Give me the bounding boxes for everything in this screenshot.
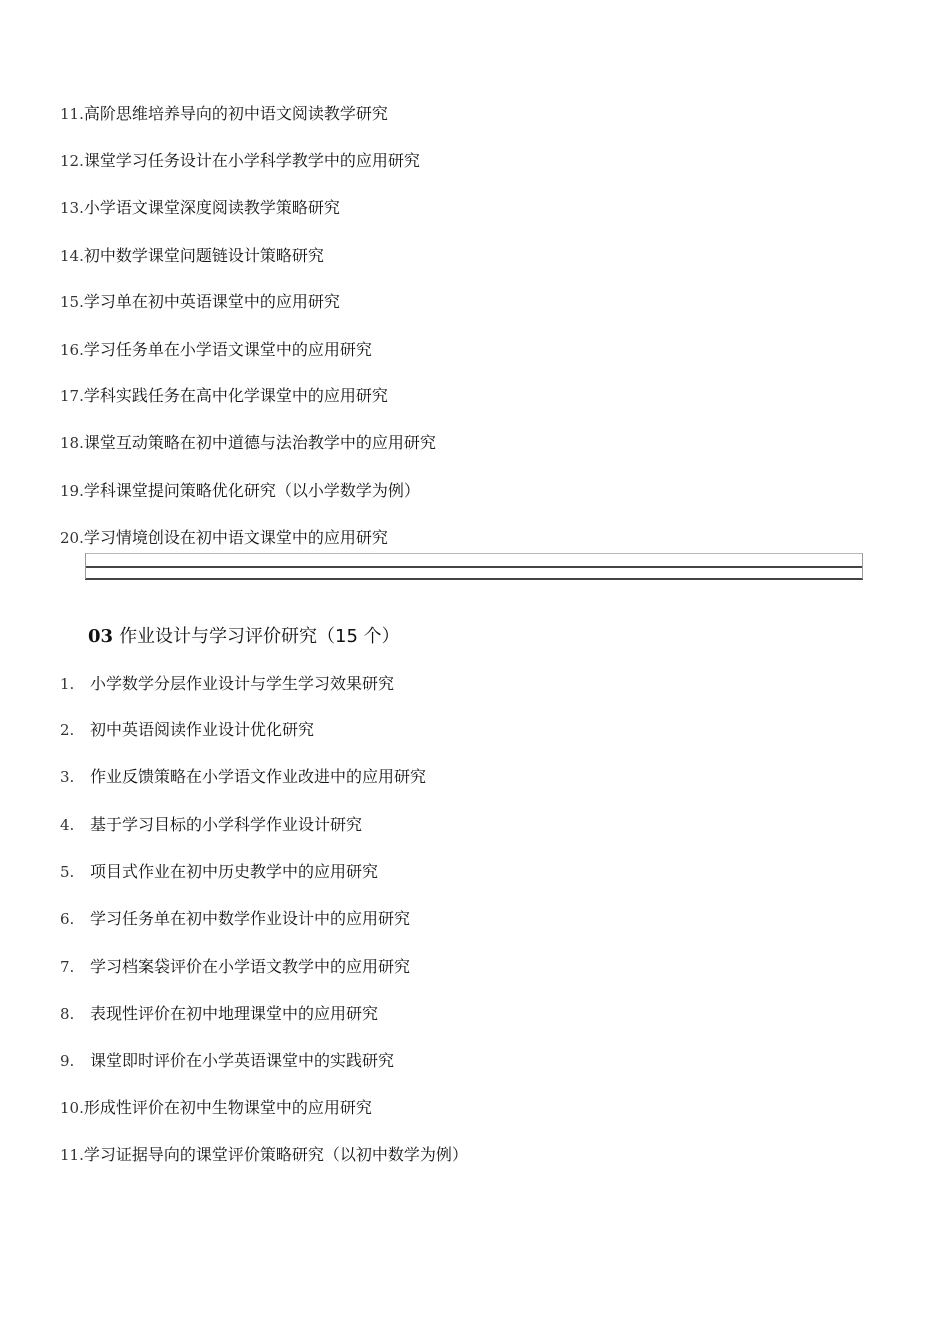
- item-text: 学科实践任务在高中化学课堂中的应用研究: [83, 386, 388, 405]
- list-item: [60, 957, 410, 977]
- list-item: [60, 1004, 378, 1024]
- list-item: [60, 386, 388, 406]
- empty-table: [85, 553, 863, 579]
- item-number: 6.: [60, 910, 75, 928]
- list-item: [60, 528, 388, 548]
- item-number: 5.: [60, 863, 75, 881]
- item-text: 学习档案袋评价在小学语文教学中的应用研究: [90, 957, 411, 976]
- list-item: [60, 674, 394, 694]
- item-number: 1.: [60, 675, 75, 693]
- item-text: 形成性评价在初中生物课堂中的应用研究: [83, 1098, 372, 1117]
- item-number: 18.: [60, 434, 84, 452]
- item-number: 19.: [60, 482, 84, 500]
- list-item: [60, 292, 340, 312]
- item-number: 7.: [60, 958, 75, 976]
- table-rule: [85, 566, 863, 568]
- item-number: 13.: [60, 199, 84, 217]
- item-number: 4.: [60, 816, 75, 834]
- list-item: [60, 151, 420, 171]
- table-rule: [85, 553, 863, 554]
- item-text: 课堂互动策略在初中道德与法治教学中的应用研究: [83, 433, 436, 452]
- item-number: 11.: [60, 105, 84, 123]
- table-rule: [85, 578, 863, 580]
- item-text: 项目式作业在初中历史教学中的应用研究: [90, 862, 379, 881]
- list-item: [60, 720, 314, 740]
- item-text: 基于学习目标的小学科学作业设计研究: [90, 815, 363, 834]
- list-item: [60, 909, 410, 929]
- item-number: 20.: [60, 529, 84, 547]
- item-number: 10.: [60, 1099, 84, 1117]
- list-item: [60, 246, 324, 266]
- item-text: 学习情境创设在初中语文课堂中的应用研究: [83, 528, 388, 547]
- item-number: 17.: [60, 387, 84, 405]
- item-number: 11.: [60, 1146, 84, 1164]
- item-text: 表现性评价在初中地理课堂中的应用研究: [90, 1004, 379, 1023]
- item-number: 12.: [60, 152, 84, 170]
- list-item: [60, 433, 436, 453]
- item-number: 2.: [60, 721, 75, 739]
- item-number: 3.: [60, 768, 75, 786]
- list-item: [60, 767, 426, 787]
- section-title: 作业设计与学习评价研究（15 个）: [119, 626, 400, 647]
- list-item: [60, 340, 372, 360]
- table-border-left: [85, 553, 86, 579]
- item-number: 8.: [60, 1005, 75, 1023]
- item-number: 9.: [60, 1052, 75, 1070]
- table-border-right: [862, 553, 863, 579]
- list-item: [60, 481, 420, 501]
- item-text: 课堂学习任务设计在小学科学教学中的应用研究: [83, 151, 420, 170]
- item-number: 16.: [60, 341, 84, 359]
- item-text: 初中数学课堂问题链设计策略研究: [83, 246, 324, 265]
- list-item: [60, 815, 362, 835]
- item-text: 高阶思维培养导向的初中语文阅读教学研究: [83, 104, 388, 123]
- list-item: [60, 104, 388, 124]
- item-number: 15.: [60, 293, 84, 311]
- list-item: [60, 198, 340, 218]
- item-text: 学习证据导向的课堂评价策略研究（以初中数学为例）: [83, 1145, 468, 1164]
- item-text: 小学数学分层作业设计与学生学习效果研究: [90, 674, 395, 693]
- item-text: 初中英语阅读作业设计优化研究: [90, 720, 315, 739]
- item-number: 14.: [60, 247, 84, 265]
- item-text: 作业反馈策略在小学语文作业改进中的应用研究: [90, 767, 427, 786]
- item-text: 小学语文课堂深度阅读教学策略研究: [83, 198, 340, 217]
- item-text: 学习任务单在初中数学作业设计中的应用研究: [90, 909, 411, 928]
- section-number: 03: [88, 626, 114, 647]
- list-item: [60, 1145, 468, 1165]
- list-item: [60, 862, 378, 882]
- list-item: [60, 1051, 394, 1071]
- item-text: 学习任务单在小学语文课堂中的应用研究: [83, 340, 372, 359]
- item-text: 课堂即时评价在小学英语课堂中的实践研究: [90, 1051, 395, 1070]
- item-text: 学科课堂提问策略优化研究（以小学数学为例）: [83, 481, 420, 500]
- section-heading: [88, 625, 400, 649]
- item-text: 学习单在初中英语课堂中的应用研究: [83, 292, 340, 311]
- list-item: [60, 1098, 372, 1118]
